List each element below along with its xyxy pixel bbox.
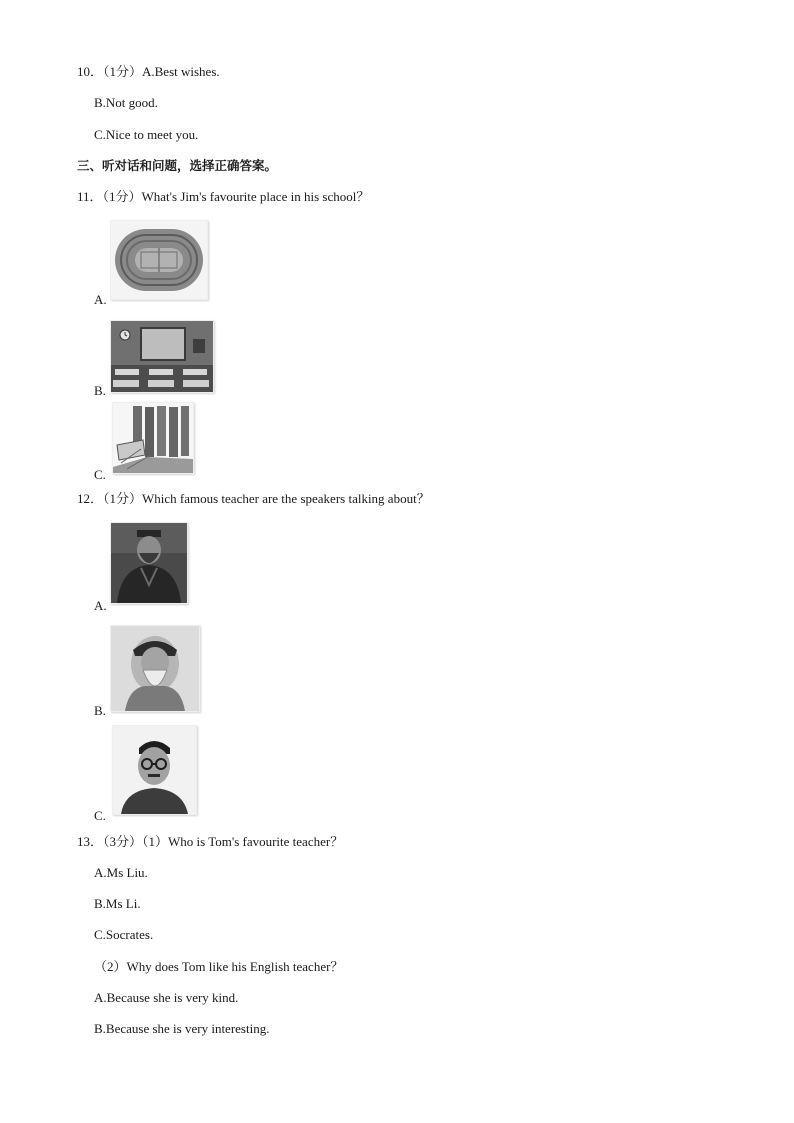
- q13-part1-option-c: C.Socrates.: [94, 927, 154, 942]
- elder-teacher-portrait-image: [110, 625, 200, 712]
- q13-part1-option-b: B.Ms Li.: [94, 896, 141, 911]
- q13-part2-stem: （2）Why does Tom like his English teacher？: [94, 959, 344, 974]
- running-track-image: [110, 220, 208, 300]
- modern-teacher-portrait-image: [112, 725, 197, 815]
- q12-label-c: C.: [94, 808, 106, 823]
- library-image: [112, 402, 194, 474]
- q12-label-a: A.: [94, 598, 107, 613]
- q11-label-c: C.: [94, 467, 106, 482]
- q13-stem: 13．（3分）（1）Who is Tom's favourite teacher？: [77, 834, 344, 849]
- q11-label-a: A.: [94, 292, 107, 307]
- confucius-portrait-image: [110, 522, 188, 604]
- q11-stem: 11．（1分）What's Jim's favourite place in his school？: [77, 189, 370, 204]
- q12-label-b: B.: [94, 703, 106, 718]
- section-heading: 三、听对话和问题，选择正确答案。: [77, 158, 278, 173]
- q13-part1-option-a: A.Ms Liu.: [94, 865, 148, 880]
- q11-label-b: B.: [94, 383, 106, 398]
- q12-stem: 12．（1分）Which famous teacher are the speakers talking about？: [77, 491, 430, 506]
- q10-option-b: B.Not good.: [94, 95, 158, 110]
- q10-option-c: C.Nice to meet you.: [94, 127, 199, 142]
- q13-part2-option-a: A.Because she is very kind.: [94, 990, 239, 1005]
- classroom-image: [110, 320, 214, 393]
- q13-part2-option-b: B.Because she is very interesting.: [94, 1021, 270, 1036]
- q10-stem: 10．（1分）A.Best wishes.: [77, 64, 220, 79]
